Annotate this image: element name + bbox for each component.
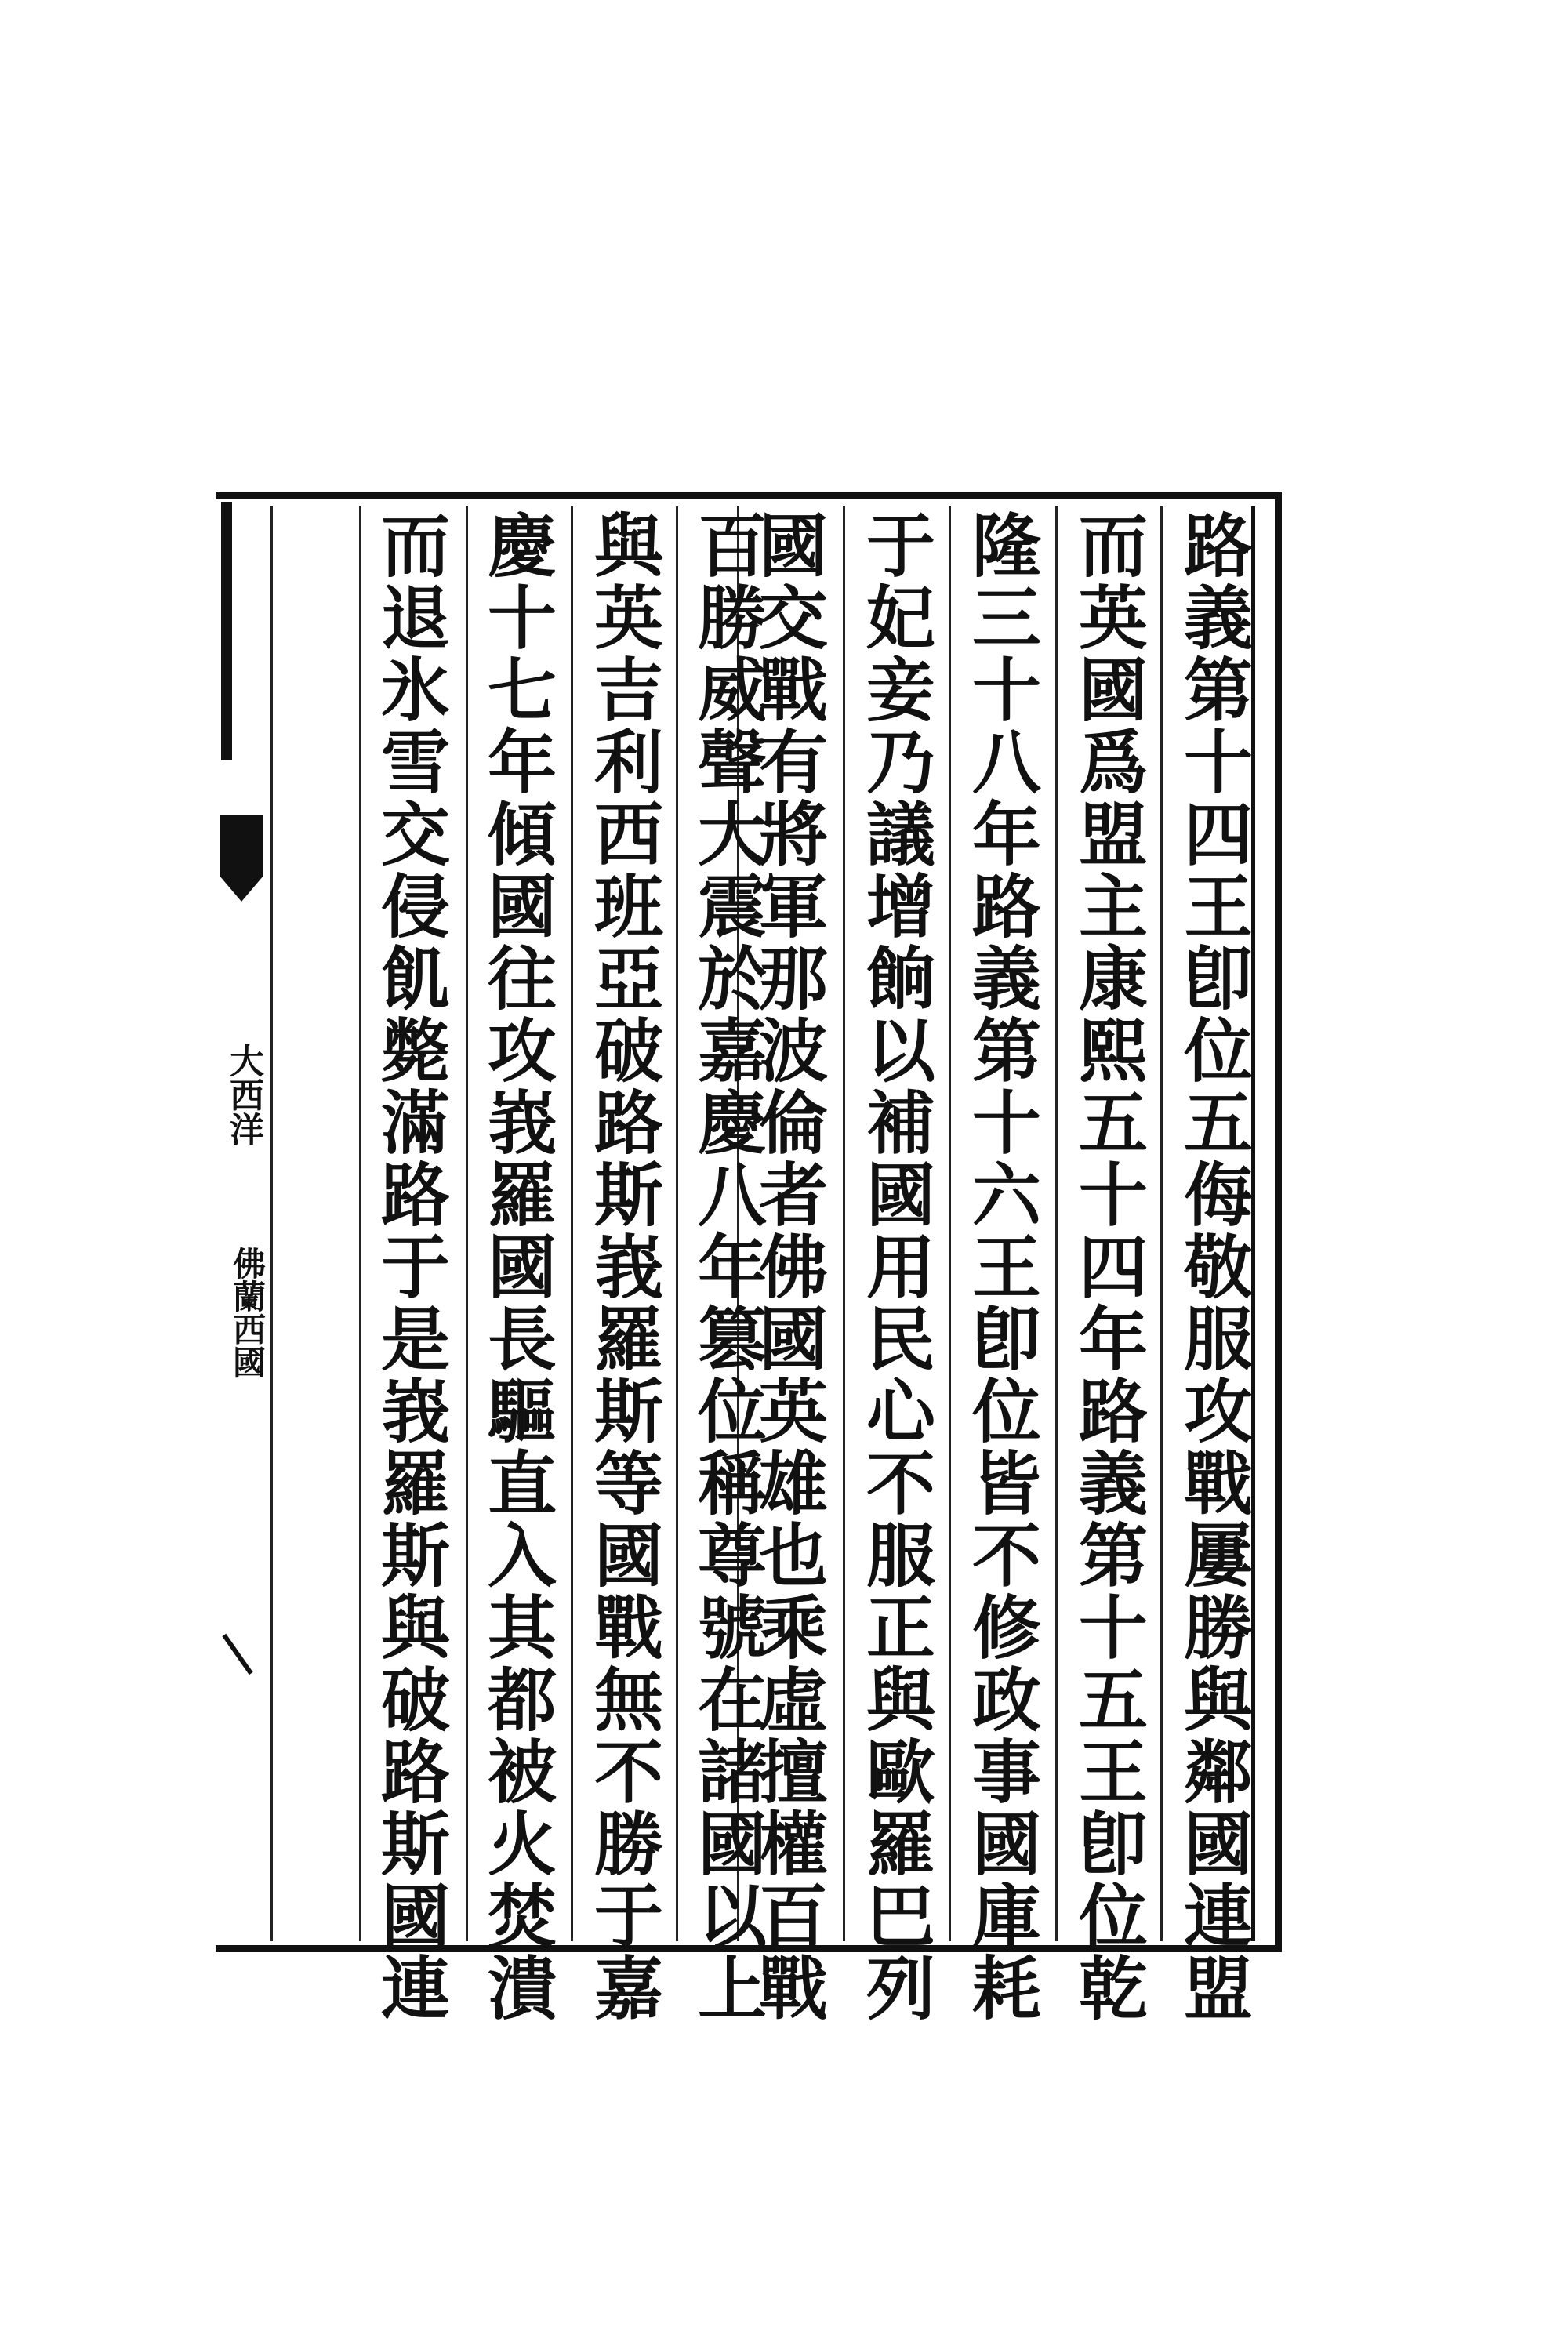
text-column-4: 于妃妾乃議增餉以補國用民心不服正與歐羅巴列 xyxy=(855,510,937,2024)
text-column-1: 路義第十四王卽位五侮敬服攻戰屢勝與鄰國連盟 xyxy=(1173,510,1254,2024)
column-divider xyxy=(359,506,361,1941)
column-divider xyxy=(466,506,468,1941)
gutter-mark xyxy=(221,502,232,760)
column-divider xyxy=(949,506,951,1941)
margin-section-label: 大西洋 xyxy=(223,1043,263,1146)
text-column-7: 與英吉利西班亞破路斯峩羅斯等國戰無不勝于嘉 xyxy=(583,510,665,2024)
column-divider xyxy=(571,506,573,1941)
text-column-5: 國交戰有將軍那波倫者佛國英雄也乘虛擅權百戰 xyxy=(748,510,829,2024)
column-divider xyxy=(843,506,845,1941)
text-column-9: 而退氷雪交侵飢斃滿路于是峩羅斯與破路斯國連 xyxy=(370,510,452,2024)
column-divider xyxy=(676,506,678,1941)
column-divider xyxy=(270,506,273,1941)
text-column-2: 而英國爲盟主康熙五十四年路義第十五王卽位乾 xyxy=(1068,510,1149,2024)
text-column-8: 慶十七年傾國往攻峩羅國長驅直入其都被火焚潰 xyxy=(477,510,558,2024)
margin-chapter-label: 佛蘭西國 xyxy=(228,1247,267,1378)
text-column-6: 百勝威聲大震於嘉慶八年篡位稱尊號在諸國以上 xyxy=(687,510,768,2024)
text-column-3: 隆三十八年路義第十六王卽位皆不修政事國庫耗 xyxy=(961,510,1043,2024)
column-divider xyxy=(1160,506,1163,1941)
column-divider xyxy=(1055,506,1058,1941)
